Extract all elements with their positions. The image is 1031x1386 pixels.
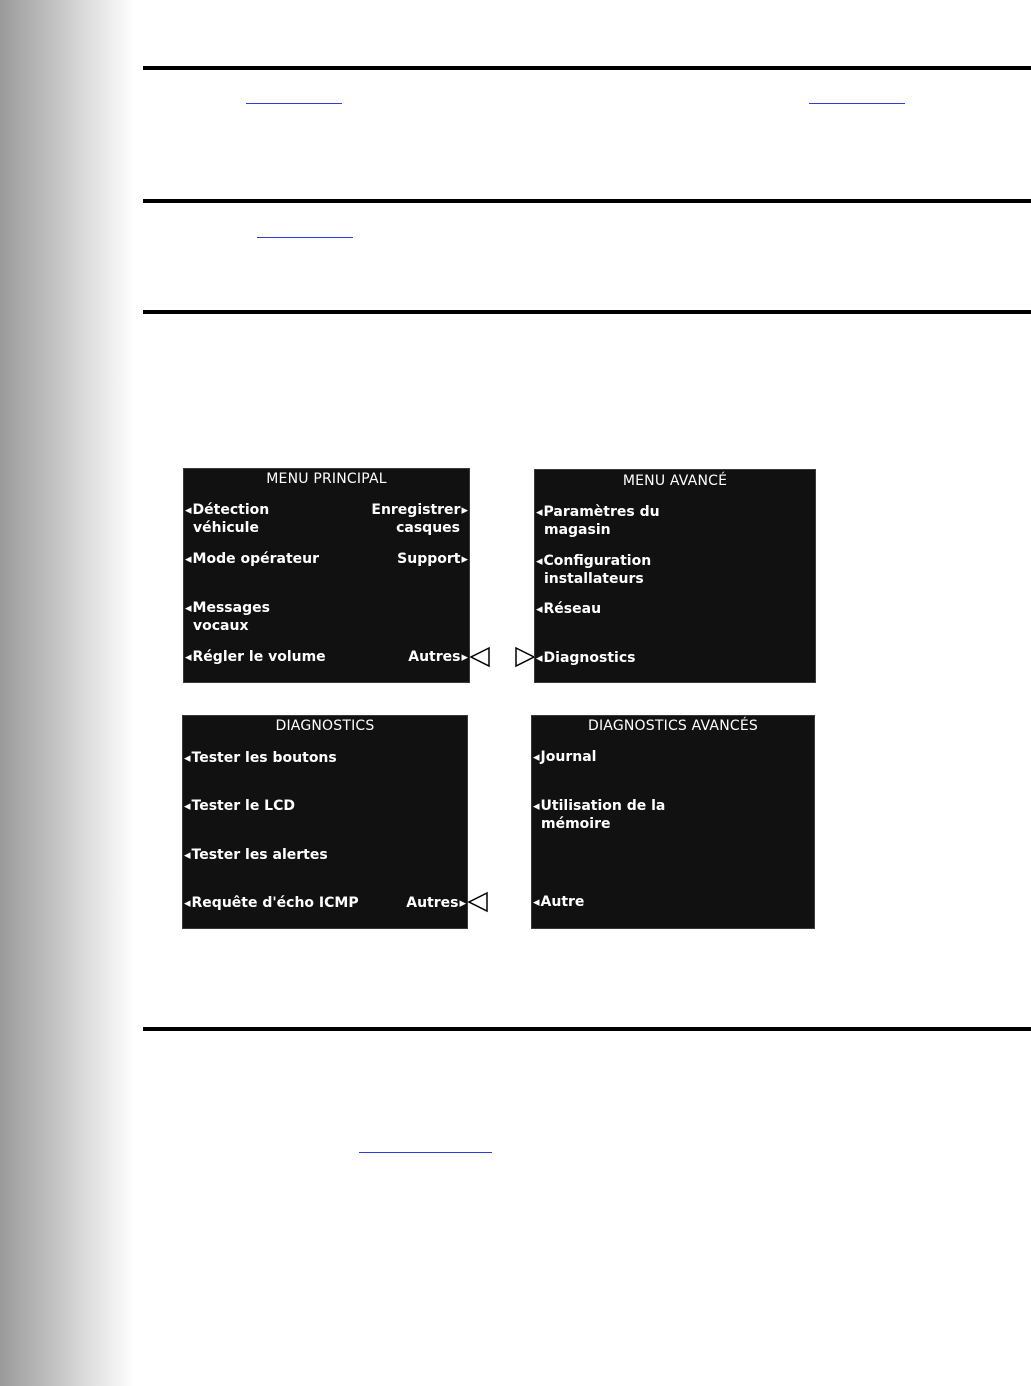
menu-item-icmp-echo[interactable]: ◂ Requête d'écho ICMP	[184, 894, 359, 913]
menu-item-register-headsets-line2: casques	[396, 520, 460, 536]
menu-item-voice-messages-line2: vocaux	[193, 618, 249, 634]
menu-item-vehicle-detection-line2: véhicule	[193, 520, 259, 536]
menu-item-memory-usage[interactable]: ◂ Utilisation de la	[533, 797, 665, 816]
hyperlink-underline[interactable]	[359, 1152, 492, 1153]
screen-title: DIAGNOSTICS	[275, 718, 375, 734]
hyperlink-underline[interactable]	[809, 103, 905, 104]
menu-item-log[interactable]: ◂ Journal	[533, 748, 596, 767]
pointer-left-icon	[469, 646, 491, 668]
pointer-left-icon	[467, 891, 489, 913]
section-rule	[143, 1027, 1031, 1031]
menu-item-operator-mode[interactable]: ◂ Mode opérateur	[185, 550, 319, 569]
screen-title: MENU PRINCIPAL	[266, 471, 387, 487]
section-rule	[143, 310, 1031, 314]
menu-item-more[interactable]: Autres ▸	[406, 894, 466, 913]
advanced-menu-screen	[534, 469, 816, 683]
screen-title: DIAGNOSTICS AVANCÉS	[588, 718, 758, 734]
hyperlink-underline[interactable]	[246, 103, 342, 104]
menu-item-test-alerts[interactable]: ◂ Tester les alertes	[184, 846, 328, 865]
menu-item-adjust-volume[interactable]: ◂ Régler le volume	[185, 648, 326, 667]
menu-item-memory-usage-line2: mémoire	[541, 816, 611, 832]
pointer-right-icon	[514, 646, 536, 668]
diagnostics-screen	[182, 715, 468, 929]
hyperlink-underline[interactable]	[257, 237, 353, 238]
main-menu-screen	[183, 468, 470, 683]
menu-item-diagnostics[interactable]: ◂ Diagnostics	[536, 649, 635, 668]
menu-item-installer-config-line2: installateurs	[544, 571, 644, 587]
menu-item-support[interactable]: Support ▸	[397, 550, 468, 569]
menu-item-test-buttons[interactable]: ◂ Tester les boutons	[184, 749, 337, 768]
menu-item-other[interactable]: ◂ Autre	[533, 893, 584, 912]
section-rule	[143, 199, 1031, 203]
menu-item-test-lcd[interactable]: ◂ Tester le LCD	[184, 797, 295, 816]
menu-item-store-settings-line2: magasin	[544, 522, 611, 538]
menu-item-voice-messages[interactable]: ◂ Messages	[185, 599, 270, 618]
page-margin-gradient	[0, 0, 135, 1386]
advanced-diagnostics-screen	[531, 715, 815, 929]
menu-item-more[interactable]: Autres ▸	[408, 648, 468, 667]
menu-item-network[interactable]: ◂ Réseau	[536, 600, 601, 619]
screen-title: MENU AVANCÉ	[622, 473, 728, 489]
section-rule	[143, 66, 1031, 70]
menu-item-installer-config[interactable]: ◂ Configuration	[536, 552, 651, 571]
menu-item-store-settings[interactable]: ◂ Paramètres du	[536, 503, 660, 522]
menu-item-vehicle-detection[interactable]: ◂ Détection	[185, 501, 269, 520]
menu-item-register-headsets[interactable]: Enregistrer ▸	[371, 501, 468, 520]
